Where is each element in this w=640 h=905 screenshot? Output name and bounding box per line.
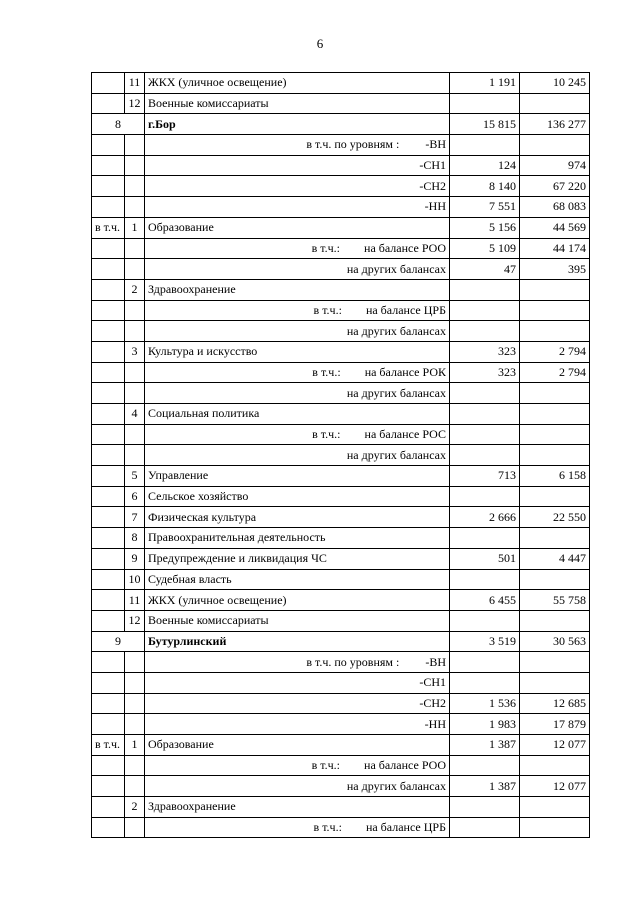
item-name: Здравоохранение — [145, 279, 450, 300]
balance-label: на балансе ЦРБ — [365, 302, 446, 317]
levels-label: в т.ч. по уровням : — [306, 654, 400, 669]
value-1 — [450, 445, 520, 466]
value-2 — [520, 610, 590, 631]
item-number: 9 — [125, 548, 145, 569]
table-row — [92, 548, 590, 569]
sub-label — [145, 259, 450, 280]
table-row — [92, 404, 590, 425]
table-row — [92, 797, 590, 818]
value-1 — [450, 652, 520, 673]
empty-cell — [125, 383, 145, 404]
table-row — [92, 300, 590, 321]
value-1 — [450, 404, 520, 425]
empty-cell — [125, 755, 145, 776]
empty-cell — [92, 693, 125, 714]
item-name: Предупреждение и ликвидация ЧС — [145, 548, 450, 569]
value-1: 1 536 — [450, 693, 520, 714]
item-number: 11 — [125, 73, 145, 94]
value-1: 15 815 — [450, 114, 520, 135]
table-row — [92, 776, 590, 797]
value-2 — [520, 817, 590, 838]
value-1: 3 519 — [450, 631, 520, 652]
value-1: 1 983 — [450, 714, 520, 735]
levels-label: в т.ч. по уровням : — [306, 137, 400, 152]
row-note — [92, 279, 125, 300]
value-2 — [520, 93, 590, 114]
row-note — [92, 73, 125, 94]
value-2: 17 879 — [520, 714, 590, 735]
value-2: 395 — [520, 259, 590, 280]
item-number: 12 — [125, 93, 145, 114]
sub-label — [145, 817, 450, 838]
value-1: 2 666 — [450, 507, 520, 528]
including-label: в т.ч.: — [311, 240, 341, 255]
value-2 — [520, 135, 590, 156]
value-1: 1 387 — [450, 735, 520, 756]
table-row — [92, 445, 590, 466]
table-body — [92, 73, 590, 838]
table-row — [92, 73, 590, 94]
row-note — [92, 569, 125, 590]
item-number: 4 — [125, 404, 145, 425]
value-1: 7 551 — [450, 197, 520, 218]
item-name: Военные комиссариаты — [145, 610, 450, 631]
item-name: Образование — [145, 217, 450, 238]
sub-label — [145, 424, 450, 445]
item-number: 6 — [125, 486, 145, 507]
other-balance-label: на других балансах — [346, 385, 446, 400]
table-row — [92, 341, 590, 362]
table-row — [92, 755, 590, 776]
empty-cell — [125, 135, 145, 156]
balance-label: на балансе РОС — [364, 427, 446, 442]
other-balance-label: на других балансах — [346, 323, 446, 338]
empty-cell — [92, 714, 125, 735]
empty-cell — [92, 817, 125, 838]
level-label: -СН2 — [419, 695, 446, 710]
table-row — [92, 714, 590, 735]
empty-cell — [92, 424, 125, 445]
empty-cell — [92, 197, 125, 218]
table-row — [92, 279, 590, 300]
value-2 — [520, 300, 590, 321]
value-2 — [520, 321, 590, 342]
table-row — [92, 238, 590, 259]
table-row — [92, 631, 590, 652]
other-balance-label: на других балансах — [346, 778, 446, 793]
value-2: 30 563 — [520, 631, 590, 652]
empty-cell — [92, 362, 125, 383]
region-number: 9 — [92, 631, 145, 652]
value-2 — [520, 486, 590, 507]
other-balance-label: на других балансах — [346, 447, 446, 462]
row-note: в т.ч. — [92, 735, 125, 756]
page-number: 6 — [316, 36, 324, 51]
item-name: Физическая культура — [145, 507, 450, 528]
sub-label — [145, 300, 450, 321]
item-name: Управление — [145, 466, 450, 487]
item-number: 2 — [125, 797, 145, 818]
empty-cell — [125, 259, 145, 280]
level-label: -ВН — [425, 137, 446, 152]
value-1: 713 — [450, 466, 520, 487]
row-note — [92, 93, 125, 114]
item-name: ЖКХ (уличное освещение) — [145, 590, 450, 611]
value-2: 12 077 — [520, 735, 590, 756]
item-number: 2 — [125, 279, 145, 300]
value-2 — [520, 569, 590, 590]
sub-label — [145, 321, 450, 342]
sub-label — [145, 383, 450, 404]
row-note — [92, 797, 125, 818]
table-row — [92, 424, 590, 445]
table-row — [92, 486, 590, 507]
value-1: 323 — [450, 341, 520, 362]
level-label: -ВН — [425, 654, 446, 669]
row-note: в т.ч. — [92, 217, 125, 238]
empty-cell — [92, 155, 125, 176]
empty-cell — [92, 445, 125, 466]
including-label: в т.ч.: — [313, 820, 342, 835]
empty-cell — [125, 714, 145, 735]
row-note — [92, 610, 125, 631]
including-label: в т.ч.: — [311, 758, 341, 773]
item-number: 12 — [125, 610, 145, 631]
sub-label — [145, 776, 450, 797]
empty-cell — [92, 176, 125, 197]
item-name: Образование — [145, 735, 450, 756]
empty-cell — [125, 362, 145, 383]
empty-cell — [92, 300, 125, 321]
empty-cell — [125, 424, 145, 445]
value-2: 4 447 — [520, 548, 590, 569]
value-2 — [520, 424, 590, 445]
value-1 — [450, 93, 520, 114]
empty-cell — [125, 652, 145, 673]
region-name: г.Бор — [145, 114, 450, 135]
empty-cell — [92, 672, 125, 693]
item-name: Социальная политика — [145, 404, 450, 425]
empty-cell — [125, 445, 145, 466]
value-1: 323 — [450, 362, 520, 383]
empty-cell — [92, 652, 125, 673]
level-label: -НН — [424, 716, 446, 731]
item-name: Здравоохранение — [145, 797, 450, 818]
including-label: в т.ч.: — [313, 302, 342, 317]
value-2: 44 569 — [520, 217, 590, 238]
row-note — [92, 486, 125, 507]
region-name: Бутурлинский — [145, 631, 450, 652]
including-label: в т.ч.: — [312, 427, 341, 442]
value-2: 136 277 — [520, 114, 590, 135]
value-2 — [520, 445, 590, 466]
region-number: 8 — [92, 114, 145, 135]
data-table — [91, 72, 590, 838]
empty-cell — [92, 755, 125, 776]
table-row — [92, 197, 590, 218]
empty-cell — [125, 776, 145, 797]
empty-cell — [125, 300, 145, 321]
item-name: ЖКХ (уличное освещение) — [145, 73, 450, 94]
value-2 — [520, 528, 590, 549]
empty-cell — [92, 259, 125, 280]
table-row — [92, 610, 590, 631]
item-number: 5 — [125, 466, 145, 487]
empty-cell — [92, 238, 125, 259]
table-row — [92, 155, 590, 176]
empty-cell — [125, 817, 145, 838]
item-number: 3 — [125, 341, 145, 362]
item-number: 10 — [125, 569, 145, 590]
table-row — [92, 217, 590, 238]
row-note — [92, 548, 125, 569]
value-2: 10 245 — [520, 73, 590, 94]
table-row — [92, 93, 590, 114]
value-1: 1 191 — [450, 73, 520, 94]
row-note — [92, 507, 125, 528]
level-label: -СН1 — [419, 158, 446, 173]
table-row — [92, 321, 590, 342]
value-1 — [450, 610, 520, 631]
value-1 — [450, 817, 520, 838]
row-note — [92, 466, 125, 487]
value-1: 5 156 — [450, 217, 520, 238]
value-2 — [520, 755, 590, 776]
item-name: Правоохранительная деятельность — [145, 528, 450, 549]
empty-cell — [92, 383, 125, 404]
table-row — [92, 528, 590, 549]
value-2 — [520, 797, 590, 818]
item-name: Военные комиссариаты — [145, 93, 450, 114]
value-2 — [520, 279, 590, 300]
balance-label: на балансе РОК — [364, 364, 446, 379]
item-name: Судебная власть — [145, 569, 450, 590]
item-number: 8 — [125, 528, 145, 549]
value-1 — [450, 569, 520, 590]
empty-cell — [92, 776, 125, 797]
table-row — [92, 383, 590, 404]
sub-label — [145, 155, 450, 176]
value-1: 501 — [450, 548, 520, 569]
table-row — [92, 735, 590, 756]
value-2: 2 794 — [520, 341, 590, 362]
item-number: 7 — [125, 507, 145, 528]
sub-label — [145, 238, 450, 259]
table-row — [92, 590, 590, 611]
sub-label — [145, 176, 450, 197]
empty-cell — [125, 672, 145, 693]
value-1 — [450, 279, 520, 300]
value-2 — [520, 404, 590, 425]
value-2: 44 174 — [520, 238, 590, 259]
item-number: 1 — [125, 217, 145, 238]
value-1 — [450, 300, 520, 321]
row-note — [92, 341, 125, 362]
value-2: 974 — [520, 155, 590, 176]
value-2 — [520, 672, 590, 693]
empty-cell — [125, 197, 145, 218]
value-1: 6 455 — [450, 590, 520, 611]
sub-label — [145, 714, 450, 735]
table-row — [92, 672, 590, 693]
empty-cell — [92, 321, 125, 342]
value-2 — [520, 652, 590, 673]
level-label: -СН2 — [419, 178, 446, 193]
including-label: в т.ч.: — [312, 364, 341, 379]
level-label: -НН — [424, 199, 446, 214]
table-row — [92, 114, 590, 135]
table-row — [92, 466, 590, 487]
value-1: 1 387 — [450, 776, 520, 797]
value-1 — [450, 672, 520, 693]
sub-label — [145, 672, 450, 693]
value-1 — [450, 321, 520, 342]
value-2: 12 077 — [520, 776, 590, 797]
empty-cell — [125, 238, 145, 259]
empty-cell — [125, 321, 145, 342]
value-2: 6 158 — [520, 466, 590, 487]
value-1: 5 109 — [450, 238, 520, 259]
table-row — [92, 176, 590, 197]
sub-label — [145, 135, 450, 156]
balance-label: на балансе РОО — [364, 240, 446, 255]
value-1 — [450, 797, 520, 818]
value-2: 68 083 — [520, 197, 590, 218]
table-row — [92, 569, 590, 590]
table-row — [92, 135, 590, 156]
item-name: Культура и искусство — [145, 341, 450, 362]
level-label: -СН1 — [419, 675, 446, 690]
value-1 — [450, 755, 520, 776]
table-row — [92, 259, 590, 280]
value-1 — [450, 424, 520, 445]
table-row — [92, 817, 590, 838]
item-name: Сельское хозяйство — [145, 486, 450, 507]
row-note — [92, 590, 125, 611]
value-1: 47 — [450, 259, 520, 280]
value-1 — [450, 135, 520, 156]
balance-label: на балансе РОО — [364, 758, 446, 773]
empty-cell — [125, 155, 145, 176]
item-number: 1 — [125, 735, 145, 756]
value-1 — [450, 486, 520, 507]
sub-label — [145, 755, 450, 776]
item-number: 11 — [125, 590, 145, 611]
sub-label — [145, 445, 450, 466]
value-2: 2 794 — [520, 362, 590, 383]
table-row — [92, 652, 590, 673]
other-balance-label: на других балансах — [346, 261, 446, 276]
value-1 — [450, 383, 520, 404]
sub-label — [145, 362, 450, 383]
value-2 — [520, 383, 590, 404]
value-2: 12 685 — [520, 693, 590, 714]
table-row — [92, 507, 590, 528]
sub-label — [145, 693, 450, 714]
sub-label — [145, 652, 450, 673]
empty-cell — [125, 176, 145, 197]
sub-label — [145, 197, 450, 218]
value-2: 55 758 — [520, 590, 590, 611]
empty-cell — [92, 135, 125, 156]
empty-cell — [125, 693, 145, 714]
value-2: 22 550 — [520, 507, 590, 528]
value-1 — [450, 528, 520, 549]
table-row — [92, 693, 590, 714]
value-1: 124 — [450, 155, 520, 176]
row-note — [92, 528, 125, 549]
row-note — [92, 404, 125, 425]
table-row — [92, 362, 590, 383]
value-2: 67 220 — [520, 176, 590, 197]
balance-label: на балансе ЦРБ — [365, 820, 446, 835]
value-1: 8 140 — [450, 176, 520, 197]
